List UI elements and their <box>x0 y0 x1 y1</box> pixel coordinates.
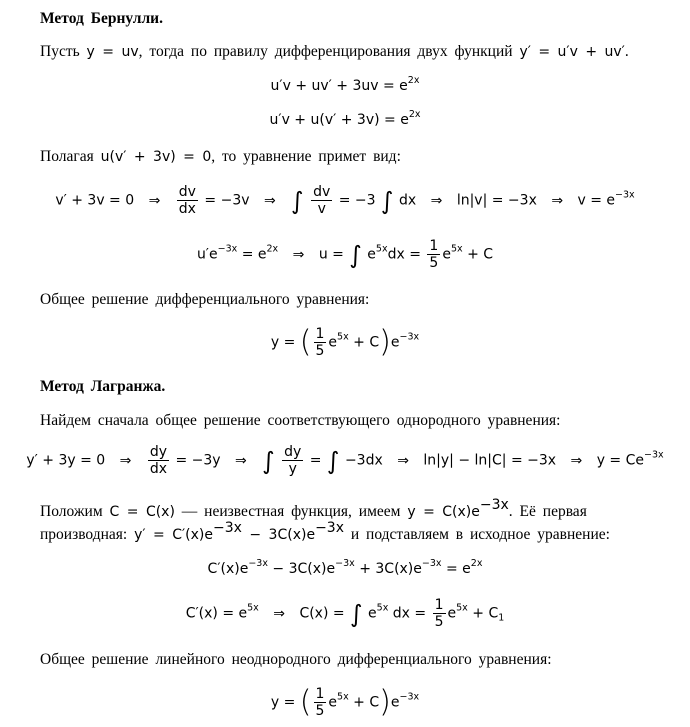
bernoulli-equation-4: $u'e^{-3x} = e^{2x}$ ⇒ u = ∫ $e^{5x}dx$ = $\frac{1}{5}$ $e^{5x} + C$ <box>196 238 494 271</box>
integral-sign: ∫ <box>262 446 275 475</box>
bernoulli-equation-1: $u'v + uv' + 3uv = e^{2x}$ <box>270 75 420 94</box>
integral-sign: ∫ <box>349 240 362 269</box>
fraction-one-fifth: $\frac{1}{5}$ <box>315 686 325 719</box>
lagrange-heading: Метод Лагранжа. <box>40 378 166 395</box>
lagrange-equation-3: $C'(x) = e^{5x}$ ⇒ C(x) = ∫ $e^{5x}$ dx = $\frac{1}{5}$ $e^{5x} + C_1$ <box>185 597 505 630</box>
fraction-one-fifth: $\frac{1}{5}$ <box>315 326 325 359</box>
bernoulli-assume: Полагая u(v′ + 3v) = 0, то уравнение примет вид: <box>40 148 401 165</box>
integral-sign: ∫ <box>350 599 363 628</box>
fraction-one-fifth: $\frac{1}{5}$ <box>429 238 439 271</box>
bernoulli-intro: Пусть y = uv, тогда по правилу дифференцирования двух функций y′ = u′v + uv′. <box>40 43 629 60</box>
lagrange-equation-2: $C'(x)e^{-3x} - 3C(x)e^{-3x} + 3C(x)e^{-3x} = e^{2x}$ <box>207 558 483 577</box>
lagrange-solution: y = ( $\frac{1}{5}$ $e^{5x} + C)e^{-3x}$ <box>270 684 420 720</box>
bernoulli-equation-3: v′ + 3v = 0 ⇒ $\frac{dv}{dx}$ = −3v ⇒ ∫ $\frac{dv}{v}$ = −3 ∫ dx ⇒ ln|v| = −3x ⇒ $v = e^{-3x}$ <box>55 184 635 217</box>
fraction-dv-dx: $\frac{dv}{dx}$ <box>178 184 196 217</box>
bernoulli-solution: y = ( $\frac{1}{5}$ $e^{5x} + C)e^{-3x}$ <box>270 324 420 360</box>
lagrange-intro: Найдем сначала общее решение соответствующего однородного уравнения: <box>40 412 561 429</box>
bernoulli-heading: Метод Бернулли. <box>40 10 163 27</box>
fraction-dy-dx: $\frac{dy}{dx}$ <box>149 444 167 477</box>
integral-sign: ∫ <box>381 186 394 215</box>
lagrange-equation-1: y′ + 3y = 0 ⇒ $\frac{dy}{dx}$ = −3y ⇒ ∫ $\frac{dy}{y}$ = ∫ −3dx ⇒ ln|y| − ln|C| = −3x ⇒ $y = Ce^{-3x}$ <box>26 444 664 477</box>
fraction-one-fifth: $\frac{1}{5}$ <box>434 597 444 630</box>
integral-sign: ∫ <box>291 186 304 215</box>
fraction-dy-y: $\frac{dy}{y}$ <box>284 444 302 477</box>
fraction-dv-v: $\frac{dv}{v}$ <box>313 184 331 217</box>
lagrange-derivative: производная: $y' = C'(x)e^{-3x} - 3C(x)e^{-3x}$ и подставляем в исходное уравнение: <box>40 520 610 543</box>
integral-sign: ∫ <box>326 446 340 475</box>
lagrange-assume: Положим C = C(x) — неизвестная функция, имеем $y = C(x)e^{-3x}$. Её первая <box>40 497 587 520</box>
lagrange-general-text: Общее решение линейного неоднородного дифференциального уравнения: <box>40 651 552 668</box>
bernoulli-equation-2: $u'v + u(v' + 3v) = e^{2x}$ <box>269 109 421 128</box>
bernoulli-general-text: Общее решение дифференциального уравнения: <box>40 291 370 308</box>
